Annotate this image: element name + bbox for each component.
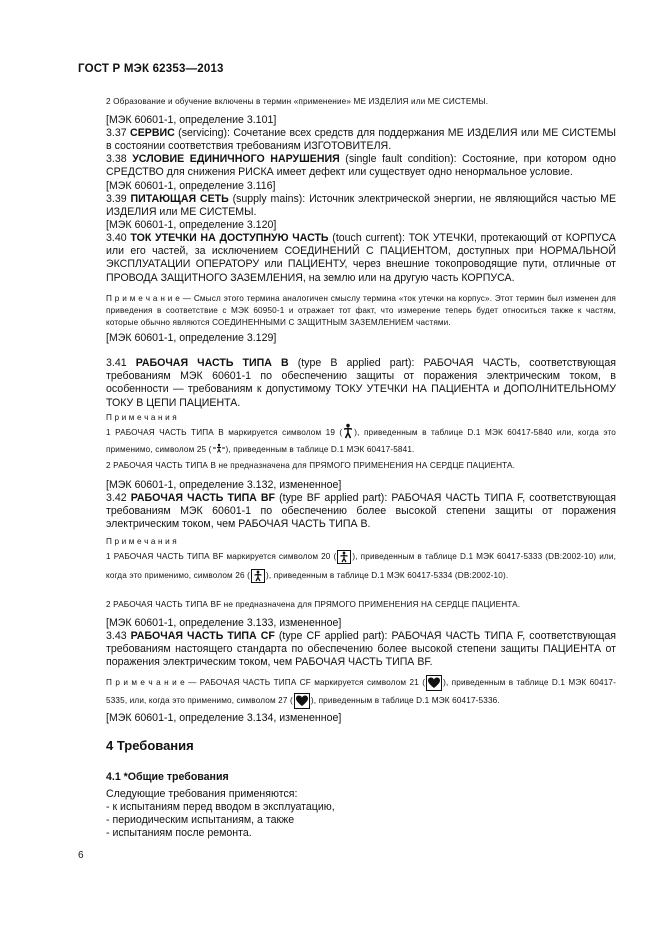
note-text: ), приведенным в таблице D.1 МЭК 60417-5336. bbox=[310, 696, 500, 705]
def-text: (type BF applied part): РАБОЧАЯ ЧАСТЬ ТИПА F, соответствующая требованиям МЭК 60601-1 по обеспечению более высокой степени защиты от поражения электрическим током, чем РАБОЧАЯ ЧАСТЬ ТИПА В. bbox=[106, 492, 616, 531]
ref-3129: [МЭК 60601-1, определение 3.129] bbox=[106, 332, 277, 344]
ref-3134: [МЭК 60601-1, определение 3.134, измененное] bbox=[106, 712, 342, 724]
definition-3-42 bbox=[106, 492, 616, 532]
note-text: ), приведенным в таблице D.1 МЭК 60417-5841. bbox=[225, 445, 415, 455]
note-3-43 bbox=[106, 674, 616, 710]
ref-3116: [МЭК 60601-1, определение 3.116] bbox=[106, 180, 276, 192]
notes-3-42-label: П р и м е ч а н и я bbox=[106, 537, 177, 546]
list-item: - к испытаниям перед вводом в эксплуатацию, bbox=[106, 801, 335, 813]
type-bf-person-icon bbox=[337, 550, 351, 564]
note-text: — Смысл этого термина аналогичен смыслу термина «ток утечки на корпус». Этот термин был изменен для приведения в соответствие с МЭК 60950-1 и отражает тот факт, что измерение теперь будет относиться также к частям, которые обычно являются СОЕДИНЕННЫМИ С ЗАЩИТНЫМ ЗАЗЕМЛЕНИЕМ частями. bbox=[106, 294, 616, 327]
general-intro: Следующие требования применяются: bbox=[106, 788, 298, 800]
definition-3-38 bbox=[106, 153, 616, 179]
def-term: РАБОЧАЯ ЧАСТЬ ТИПА В bbox=[135, 357, 289, 369]
note-3-41-1 bbox=[106, 423, 616, 457]
note-3-41-2: 2 РАБОЧАЯ ЧАСТЬ ТИПА В не предназначена для ПРЯМОГО ПРИМЕНЕНИЯ НА СЕРДЦЕ ПАЦИЕНТА. bbox=[106, 461, 516, 470]
note-3-42-1 bbox=[106, 547, 616, 585]
def-term: ПИТАЮЩАЯ СЕТЬ bbox=[130, 193, 229, 205]
def-number: 3.39 bbox=[106, 193, 127, 205]
note-text: 1 РАБОЧАЯ ЧАСТЬ ТИПА BF маркируется символом 20 ( bbox=[106, 552, 337, 561]
note-label: П р и м е ч а н и е bbox=[106, 678, 185, 687]
definition-3-43 bbox=[106, 630, 616, 670]
def-text: (touch current): ТОК УТЕЧКИ, протекающий от КОРПУСА или его частей, за исключением СОЕДИНЕНИЙ С ПАЦИЕНТОМ, доступных при НОРМАЛЬНОЙ ЭКСПЛУАТАЦИИ ОПЕРАТОРУ или ПАЦИЕНТУ, через внешние токопроводящие пути, отличные от ПРОВОДА ЗАЩИТНОГО ЗАЗЕМЛЕНИЯ, на землю или на другую часть КОРПУСА. bbox=[106, 232, 616, 284]
note-3-42-2: 2 РАБОЧАЯ ЧАСТЬ ТИПА BF не предназначена для ПРЯМОГО ПРИМЕНЕНИЯ НА СЕРДЦЕ ПАЦИЕНТА. bbox=[106, 600, 521, 609]
def-number: 3.40 bbox=[106, 232, 127, 244]
note-label: П р и м е ч а н и е bbox=[106, 294, 180, 303]
ref-3132: [МЭК 60601-1, определение 3.132, измененное] bbox=[106, 479, 342, 491]
note-text: ), приведенным в таблице D.1 МЭК 60417-5840 или, когда это применимо, символом 25 ( bbox=[106, 428, 616, 455]
definition-3-40 bbox=[106, 232, 616, 285]
note-text: 1 РАБОЧАЯ ЧАСТЬ ТИПА В маркируется символом 19 ( bbox=[106, 428, 343, 438]
def-number: 3.41 bbox=[106, 357, 127, 369]
def-term: РАБОЧАЯ ЧАСТЬ ТИПА BF bbox=[130, 492, 276, 504]
def-number: 3.37 bbox=[106, 127, 127, 139]
definition-3-37 bbox=[106, 127, 616, 153]
definition-3-39 bbox=[106, 193, 616, 219]
ref-3101: [МЭК 60601-1, определение 3.101] bbox=[106, 114, 277, 126]
def-term: УСЛОВИЕ ЕДИНИЧНОГО НАРУШЕНИЯ bbox=[132, 153, 340, 165]
list-item: - испытаниям после ремонта. bbox=[106, 827, 252, 839]
def-text: (servicing): Сочетание всех средств для поддержания МЕ ИЗДЕЛИЯ или МЕ СИСТЕМЫ в состоянии соответствия требованиям ИЗГОТОВИТЕЛЯ. bbox=[106, 127, 616, 153]
def-number: 3.43 bbox=[106, 630, 127, 642]
document-header: ГОСТ Р МЭК 62353—2013 bbox=[78, 63, 224, 75]
notes-3-41-label: П р и м е ч а н и я bbox=[106, 413, 177, 422]
type-b-person-icon bbox=[342, 423, 354, 443]
def-text: (type B applied part): РАБОЧАЯ ЧАСТЬ, соответствующая требованиям МЭК 60601-1 по обеспечению защиты от поражения электрическим током, в особенности — требованиям к допустимому ТОКУ УТЕЧКИ НА ПАЦИЕНТА и ДОПОЛНИТЕЛЬНОМУ ТОКУ В ЦЕПИ ПАЦИЕНТА. bbox=[106, 357, 616, 409]
note-text: ), приведенным в таблице D.1 МЭК 60417-5335, или, когда это применимо, символом 27 ( bbox=[106, 678, 616, 705]
definition-3-41 bbox=[106, 357, 616, 410]
type-b-defib-icon bbox=[212, 443, 226, 457]
def-text: (supply mains): Источник электрической энергии, не являющийся частью МЕ ИЗДЕЛИЯ или МЕ СИСТЕМЫ. bbox=[106, 193, 617, 219]
def-text: (type CF applied part): РАБОЧАЯ ЧАСТЬ ТИПА F, соответствующая требованиям настоящего стандарта по обеспечению более высокой степени защиты ПАЦИЕНТА от поражения электрическим током, чем РАБОЧАЯ ЧАСТЬ ТИПА BF. bbox=[106, 630, 616, 669]
section-heading: 4 Требования bbox=[106, 738, 194, 753]
def-term: РАБОЧАЯ ЧАСТЬ ТИПА CF bbox=[130, 630, 275, 642]
type-bf-defib-icon bbox=[251, 569, 265, 583]
def-number: 3.38 bbox=[106, 153, 127, 165]
ref-3120: [МЭК 60601-1, определение 3.120] bbox=[106, 219, 277, 231]
page-number: 6 bbox=[78, 850, 84, 861]
def-term: СЕРВИС bbox=[130, 127, 175, 139]
note-3-40 bbox=[106, 293, 616, 329]
note-text: ), приведенным в таблице D.1 МЭК 60417-5334 (DB:2002-10). bbox=[265, 571, 509, 580]
subsection-heading: 4.1 *Общие требования bbox=[106, 771, 229, 783]
type-cf-heart-icon bbox=[426, 675, 442, 691]
ref-3133: [МЭК 60601-1, определение 3.133, измененное] bbox=[106, 617, 342, 629]
note-text: — РАБОЧАЯ ЧАСТЬ ТИПА CF маркируется символом 21 ( bbox=[184, 678, 426, 687]
def-number: 3.42 bbox=[106, 492, 127, 504]
list-item: - периодическим испытаниям, а также bbox=[106, 814, 295, 826]
def-text: (single fault condition): Состояние, при котором одно СРЕДСТВО для снижения РИСКА имеет дефект или существует одно ненормальное условие. bbox=[106, 153, 616, 179]
type-cf-defib-heart-icon bbox=[294, 693, 310, 709]
note-text: ), приведенным в таблице D.1 МЭК 60417-5333 (DB:2002-10) или, когда это применимо, символом 26 ( bbox=[106, 552, 616, 580]
def-term: ТОК УТЕЧКИ НА ДОСТУПНУЮ ЧАСТЬ bbox=[130, 232, 329, 244]
note-2-top: 2 Образование и обучение включены в термин «применение» МЕ ИЗДЕЛИЯ или МЕ СИСТЕМЫ. bbox=[106, 97, 489, 106]
